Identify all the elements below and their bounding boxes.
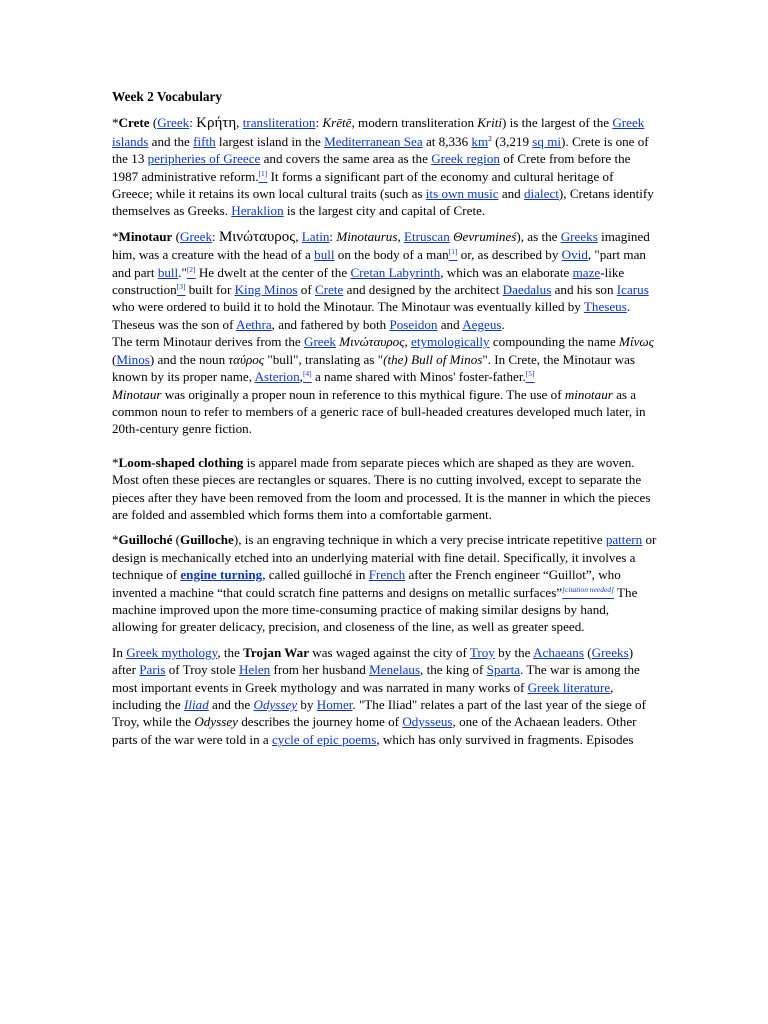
link[interactable]: Troy <box>469 644 495 660</box>
link[interactable]: Helen <box>238 662 271 678</box>
link[interactable]: Iliad <box>184 697 209 712</box>
text-run: from her husband <box>270 662 370 678</box>
text-run: and the <box>148 133 194 149</box>
link[interactable]: bull <box>157 264 179 280</box>
citation-link[interactable]: [4] <box>302 369 312 379</box>
text-run: or design is mechanically etched into an underlying material with fine detail. Specifically, it involves a technique of <box>112 532 657 583</box>
paragraph-trojan-war <box>112 644 657 748</box>
text-run: Minotaur <box>118 228 173 244</box>
text-run: Crete <box>118 115 150 131</box>
text-run: . The war is among the most important events in Greek mythology and was narrated in many works of <box>112 662 640 695</box>
link[interactable]: Odysseus <box>402 714 453 730</box>
link[interactable]: Aegeus <box>462 316 502 332</box>
link[interactable]: Minos <box>116 351 150 367</box>
citation-link[interactable]: [1] <box>448 247 458 257</box>
link[interactable]: Cretan Labyrinth <box>350 264 441 280</box>
text-run: He dwelt at the center of the <box>195 264 351 280</box>
link[interactable]: Mediterranean Sea <box>324 133 423 149</box>
document-body <box>112 88 657 756</box>
link[interactable]: Icarus <box>616 282 649 298</box>
paragraph-minotaur-usage <box>112 386 657 438</box>
text-run: Κρήτη <box>196 115 237 132</box>
text-run: minotaur <box>564 386 613 402</box>
text-run: ), is an engraving technique in which a very precise intricate repetitive <box>233 532 606 548</box>
link[interactable]: Ovid <box>561 247 588 263</box>
text-run: (the) Bull of Minos <box>383 351 483 367</box>
text-run: "bull", translating as " <box>264 351 384 367</box>
text-run: ), as the <box>516 228 561 244</box>
text-run: compounding the name <box>489 334 620 350</box>
text-run: (3,219 <box>491 133 533 149</box>
text-run: by <box>297 697 317 712</box>
text-run: , "part man and part <box>112 247 646 280</box>
text-run: * <box>112 228 119 244</box>
text-run: , the king of <box>420 662 487 678</box>
citation-link[interactable]: [1] <box>258 168 268 178</box>
text-run: and his son <box>551 282 617 298</box>
text-run: Guilloché <box>118 532 173 548</box>
text-run: Μινώταυρος <box>218 228 296 245</box>
text-run: , and fathered by both <box>271 316 390 332</box>
text-run: on the body of a man <box>334 247 449 263</box>
text-run: ). Crete is one of the 13 <box>112 133 649 167</box>
text-run: ( <box>172 228 181 244</box>
text-run: Μινώταυρος <box>339 334 405 350</box>
paragraph-loom-shaped-clothing <box>112 454 657 524</box>
text-run: Loom-shaped clothing <box>118 454 244 470</box>
text-run: ( <box>149 115 158 131</box>
paragraph-guilloche <box>112 531 657 635</box>
link[interactable]: Menelaus <box>369 662 421 678</box>
text-run: who were ordered to build it to hold the Minotaur. The Minotaur was eventually killed by <box>112 299 584 315</box>
link[interactable]: Greek <box>303 334 336 350</box>
citation-link[interactable]: [2] <box>186 264 196 274</box>
paragraph-minotaur-etymology <box>112 333 657 385</box>
text-run: , the <box>217 644 244 660</box>
document-title: Week 2 Vocabulary <box>112 89 223 104</box>
text-run: , which has only survived in fragments. Episodes <box>376 731 634 747</box>
text-run: , <box>404 334 412 350</box>
citation-link[interactable]: [citation needed] <box>562 584 614 594</box>
link[interactable]: Latin <box>301 228 330 244</box>
superscript: 2 <box>488 133 492 143</box>
text-run: and designed by the architect <box>343 282 503 298</box>
text-run: and the <box>208 697 254 712</box>
text-run: -like construction <box>112 264 625 298</box>
link[interactable]: Achaeans <box>533 644 584 660</box>
link[interactable]: Asterion <box>254 369 300 385</box>
link[interactable]: Etruscan <box>403 228 450 244</box>
text-run: ) and the noun <box>149 351 229 367</box>
link[interactable]: transliteration <box>242 115 316 131</box>
link[interactable]: Aethra <box>236 316 272 332</box>
text-run: ), Cretans identify themselves as Greeks. <box>112 186 654 219</box>
link[interactable]: pattern <box>605 532 643 548</box>
link[interactable]: dialect <box>524 186 559 202</box>
citation-link[interactable]: [3] <box>176 282 186 292</box>
text-run: ". In Crete, the Minotaur was known by its proper name, <box>112 351 635 385</box>
text-run: after the French engineer “Guillot”, who invented a machine “that could scratch fine patterns and designs on metallic surfaces” <box>112 567 621 600</box>
link[interactable]: Greek <box>180 228 213 244</box>
link[interactable]: Greeks <box>591 644 629 660</box>
text-run: as a common noun to refer to members of a generic race of bull-headed creatures developed much later, in 20th-century genre fiction. <box>112 386 646 437</box>
text-run: built for <box>185 282 235 298</box>
text-run: largest island in the <box>215 133 325 149</box>
citation-link[interactable]: [5] <box>525 369 535 379</box>
text-run: , <box>236 115 243 131</box>
link[interactable]: Greeks <box>560 228 598 244</box>
text-run: Minotaurus <box>336 228 398 244</box>
link[interactable]: Homer <box>316 697 353 712</box>
text-run: It forms a significant part of the economy and cultural heritage of Greece; while it retains its own local cultural traits (such as <box>112 168 614 202</box>
text-run: * <box>112 115 119 131</box>
text-run: is apparel made from separate pieces which are shaped as they are woven. Most often these pieces are rectangles or squares. There is no cutting involved, except to separate the pieces after they have been removed from the loom and processed. It is the manner in which the pieces are folded and assembled which forms them into a comfortable garment. <box>112 454 651 522</box>
text-run: and <box>437 316 463 332</box>
link[interactable]: Poseidon <box>389 316 438 332</box>
text-run: of <box>297 282 315 298</box>
text-run: , <box>397 228 404 244</box>
text-run: and covers the same area as the <box>260 151 432 167</box>
text-run: Μίνως <box>619 334 654 350</box>
text-run: and <box>498 186 524 202</box>
text-run: is the largest city and capital of Crete. <box>283 203 486 219</box>
link[interactable]: bull <box>314 247 335 263</box>
text-run: , which was an elaborate <box>440 264 573 280</box>
link[interactable]: maze <box>572 264 601 280</box>
text-run: a name shared with Minos' foster-father. <box>311 369 526 385</box>
text-run: ) is the largest of the <box>502 115 613 131</box>
link[interactable]: Daedalus <box>502 282 552 298</box>
text-run: The term Minotaur derives from the <box>112 334 304 350</box>
link[interactable]: km <box>471 133 489 149</box>
text-run: Θevrumineś <box>453 228 517 244</box>
text-run: : <box>329 228 337 244</box>
link[interactable]: peripheries of Greece <box>147 151 261 167</box>
text-run: , <box>295 228 302 244</box>
text-run: Krētē <box>322 115 352 131</box>
text-run: , <box>299 369 303 385</box>
text-run: was waged against the city of <box>309 644 470 660</box>
text-run: Guilloche <box>180 532 234 548</box>
text-run: : <box>189 115 197 131</box>
text-run: . "The Iliad" relates a part of the last year of the siege of Troy, while the <box>112 697 646 730</box>
text-run: ( <box>112 351 117 367</box>
text-run: : <box>212 228 219 244</box>
link[interactable]: its own music <box>425 186 499 202</box>
text-run: was originally a proper noun in reference to this mythical figure. The use of <box>161 386 565 402</box>
link[interactable]: fifth <box>193 133 216 149</box>
text-run: , modern transliteration <box>351 115 478 131</box>
text-run: The machine improved upon the more time-consuming practice of making similar designs by hand, allowing for greater delicacy, precision, and closeness of the line, as well as greater speed. <box>112 584 638 635</box>
text-run: ταύρος <box>228 351 265 367</box>
link[interactable]: Paris <box>139 662 166 678</box>
link[interactable]: Odyssey <box>253 697 298 712</box>
text-run: In <box>112 644 127 660</box>
link[interactable]: sq mi <box>532 133 562 149</box>
text-run: of Crete from before the 1987 administrative reform. <box>112 151 631 184</box>
link[interactable]: cycle of epic poems <box>271 731 377 747</box>
link[interactable]: Greek islands <box>112 115 645 149</box>
text-run: imagined him, was a creature with the head of a <box>112 228 650 263</box>
text-run: Odyssey <box>194 714 238 730</box>
link[interactable]: Greek literature <box>527 679 611 695</box>
text-run: describes the journey home of <box>237 714 403 730</box>
paragraph-crete <box>112 114 657 219</box>
link[interactable]: Greek <box>157 115 190 131</box>
link[interactable]: Greek mythology <box>126 644 218 660</box>
text-run: at 8,336 <box>422 133 472 149</box>
text-run: by the <box>494 644 534 660</box>
link[interactable]: Heraklion <box>231 203 284 219</box>
text-run: , including the <box>112 679 614 712</box>
text-run: Trojan War <box>243 644 310 660</box>
text-run: Kriti <box>477 115 503 131</box>
link[interactable]: Crete <box>315 282 344 298</box>
paragraph-spacer <box>112 438 657 454</box>
text-run: * <box>112 454 119 470</box>
text-run: , called guilloché in <box>262 567 369 583</box>
text-run: , one of the Achaean leaders. Other parts of the war were told in a <box>112 714 637 747</box>
link[interactable]: French <box>368 567 406 583</box>
link[interactable]: King Minos <box>234 282 298 298</box>
text-run: or, as described by <box>457 247 562 263</box>
text-run: ( <box>583 644 592 660</box>
text-run: . Theseus was the son of <box>112 299 631 332</box>
text-run: ( <box>172 532 181 548</box>
text-run: : <box>315 115 323 131</box>
paragraph-minotaur-intro <box>112 228 657 333</box>
text-run: Minotaur <box>112 386 162 402</box>
link[interactable]: Theseus <box>583 299 627 315</box>
text-run: * <box>112 532 119 548</box>
link[interactable]: etymologically <box>411 334 490 350</box>
text-run: ." <box>178 264 187 280</box>
text-run: of Troy stole <box>165 662 239 678</box>
link[interactable]: engine turning <box>180 567 263 583</box>
text-run: . <box>501 316 505 332</box>
text-run: ) after <box>112 644 634 678</box>
link[interactable]: Sparta <box>486 662 521 678</box>
link[interactable]: Greek region <box>431 151 500 167</box>
